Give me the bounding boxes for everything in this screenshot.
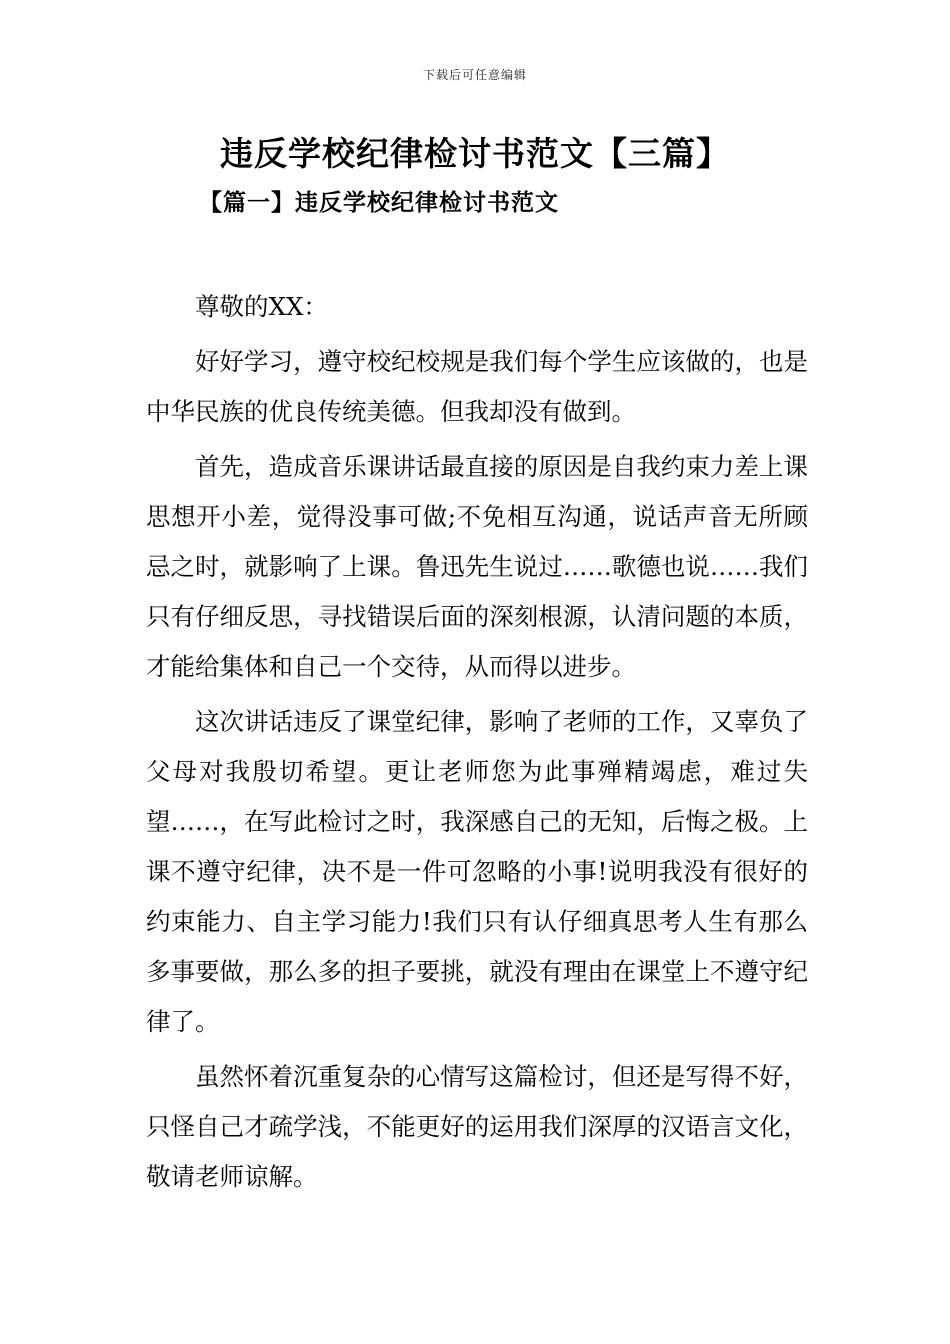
- salutation: 尊敬的XX：: [195, 292, 328, 321]
- paragraph-1: 好好学习，遵守校纪校规是我们每个学生应该做的，也是中华民族的优良传统美德。但我却没有做到。: [146, 347, 808, 426]
- page-header-note: 下载后可任意编辑: [422, 68, 527, 82]
- document-body: [146, 282, 808, 1202]
- paragraph-3: 这次讲话违反了课堂纪律，影响了老师的工作，又辜负了父母对我殷切希望。更让老师您为此事殚精竭虑，难过失望……，在写此检讨之时，我深感自己的无知，后悔之极。上课不遵守纪律，决不是一件可忽略的小事!说明我没有很好的约束能力、自主学习能力!我们只有认仔细真思考人生有那么多事要做，那么多的担子要挑，就没有理由在课堂上不遵守纪律了。: [146, 707, 808, 1036]
- section-title: 【篇一】违反学校纪律检讨书范文: [199, 189, 559, 216]
- document-title: 违反学校纪律检讨书范文【三篇】: [220, 134, 730, 173]
- paragraph-4: 虽然怀着沉重复杂的心情写这篇检讨，但还是写得不好，只怪自己才疏学浅，不能更好的运用我们深厚的汉语言文化，敬请老师谅解。: [146, 1062, 808, 1191]
- paragraph-2: 首先，造成音乐课讲话最直接的原因是自我约束力差上课思想开小差，觉得没事可做;不免相互沟通，说话声音无所顾忌之时，就影响了上课。鲁迅先生说过……歌德也说……我们只有仔细反思，寻找错误后面的深刻根源，认清问题的本质，才能给集体和自己一个交待，从而得以进步。: [146, 452, 808, 681]
